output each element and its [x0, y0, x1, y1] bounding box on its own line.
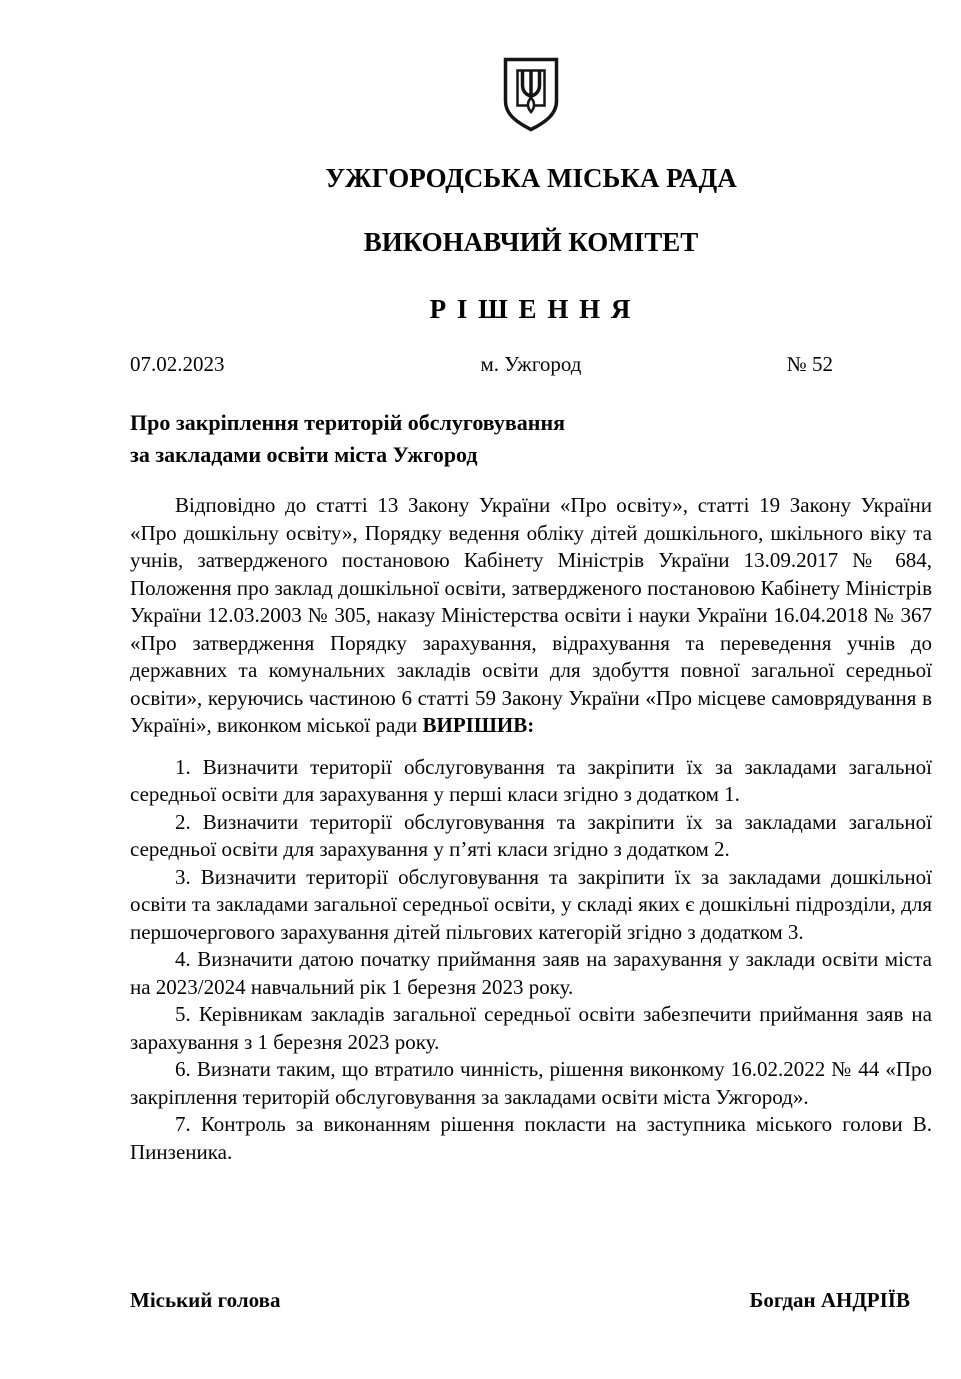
decision-items	[130, 754, 932, 1167]
decision-item-4: 4. Визначити датою початку приймання заяв на зарахування у заклади освіти міста на 2023/2024 навчальний рік 1 березня 2023 року.	[130, 947, 932, 999]
signer-position: Міський голова	[130, 1288, 281, 1312]
decision-item-3: 3. Визначити території обслуговування та закріпити їх за закладами дошкільної освіти та закладами загальної середньої освіти, у складі яких є дошкільні підрозділи, для першочергового зарахування дітей пільгових категорій згідно з додатком 3.	[130, 864, 932, 944]
resolved-word: ВИРІШИВ:	[422, 713, 535, 737]
decision-item-6: 6. Визнати таким, що втратило чинність, рішення виконкому 16.02.2022 № 44 «Про закріплення територій обслуговування за закладами освіти міста Ужгород».	[130, 1057, 932, 1109]
committee-name: ВИКОНАВЧИЙ КОМІТЕТ	[363, 227, 699, 257]
preamble-text: Відповідно до статті 13 Закону України «Про освіту», статті 19 Закону України «Про дошкільну освіту», Порядку ведення обліку дітей дошкільного, шкільного віку та учнів, затвердженого постановою Кабінету Міністрів України 13.09.2017 № 684, Положення про заклад дошкільної освіти, затвердженого постановою Кабінету Міністрів України 12.03.2003 № 305, наказу Міністерства освіти і науки України 16.04.2018 № 367 «Про затвердження Порядку зарахування, відрахування та переведення учнів до державних та комунальних закладів освіти для здобуття повної загальної середньої освіти», керуючись частиною 6 статті 59 Закону України «Про місцеве самоврядування в Україні», виконком міської ради	[130, 493, 932, 737]
signature-row	[130, 1288, 932, 1313]
emblem	[130, 56, 932, 133]
title-line-2: за закладами освіти міста Ужгород	[130, 442, 478, 467]
decision-item-2: 2. Визначити території обслуговування та закріпити їх за закладами загальної середньої освіти для зарахування у п’яті класи згідно з додатком 2.	[130, 809, 932, 861]
title-line-1: Про закріплення територій обслуговування	[130, 410, 566, 435]
document-date: 07.02.2023	[130, 352, 225, 376]
decision-item-5: 5. Керівникам закладів загальної середньої освіти забезпечити приймання заяв на зарахування з 1 березня 2023 року.	[130, 1002, 932, 1054]
decision-item-1: 1. Визначити території обслуговування та закріпити їх за закладами загальної середньої освіти для зарахування у перші класи згідно з додатком 1.	[130, 754, 932, 806]
document-title	[130, 407, 932, 471]
document-type: Р І Ш Е Н Н Я	[429, 294, 633, 324]
document-content	[130, 0, 932, 1166]
signer-name: Богдан АНДРІЇВ	[749, 1288, 910, 1312]
tryzub-coat-of-arms-icon	[502, 56, 560, 133]
document-place: м. Ужгород	[480, 352, 582, 376]
preamble	[130, 492, 932, 740]
meta-row	[130, 352, 932, 380]
decision-item-7: 7. Контроль за виконанням рішення покласти на заступника міського голови В. Пинзеника.	[130, 1112, 932, 1164]
organization-name: УЖГОРОДСЬКА МІСЬКА РАДА	[325, 163, 737, 193]
document-number: № 52	[786, 352, 833, 376]
